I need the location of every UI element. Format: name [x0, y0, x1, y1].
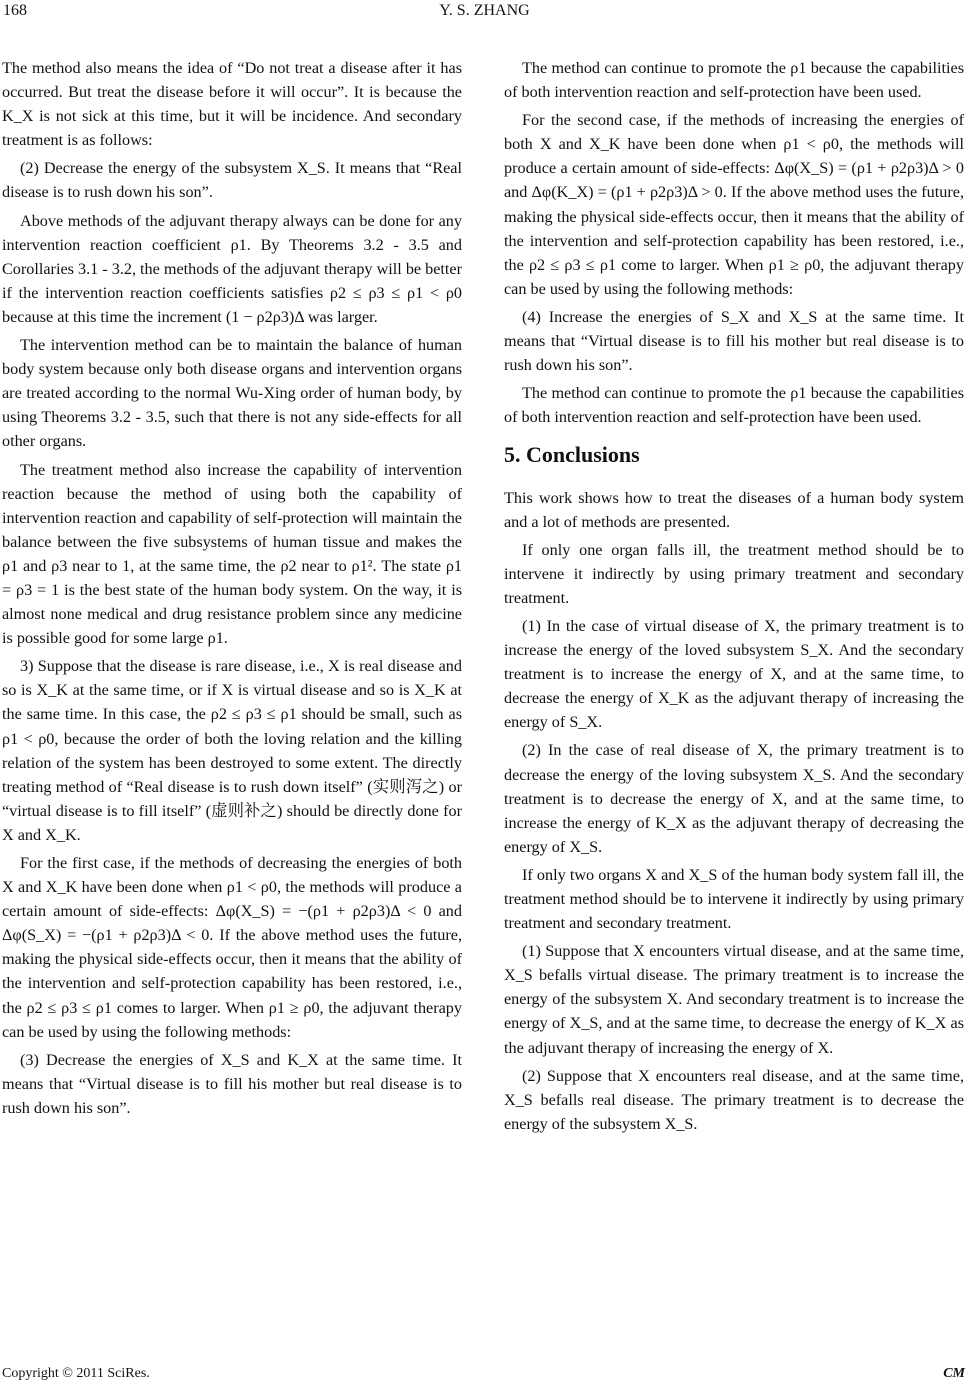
paragraph: The treatment method also increase the capability of intervention reaction because the method of using both the capability of intervention reaction and capability of self-protection will maintain the balance between the five subsystems of human tissue and makes the ρ1 and ρ3 near to 1, at the same time, the ρ2 near to ρ1². The state ρ1 = ρ3 = 1 is the best state of the human body system. On the way, it is almost none medical and drug resistance problem since any medicine is possible good for some large ρ1. [2, 460, 462, 648]
paragraph: The method can continue to promote the ρ1 because the capabilities of both intervention reaction and self-protection have been used. [504, 384, 964, 427]
paragraph: The method can continue to promote the ρ1 because the capabilities of both intervention reaction and self-protection have been used. [504, 59, 964, 102]
paragraph: If only one organ falls ill, the treatment method should be to intervene it indirectly by using primary treatment and secondary treatment. [504, 540, 964, 607]
section-title: 5. Conclusions [504, 442, 640, 468]
page-header [0, 2, 969, 24]
paragraph: 3) Suppose that the disease is rare disease, i.e., X is real disease and so is X_K at the same time, or if X is virtual disease and so is X_K at the same time. In this case, the ρ2 ≤ ρ3 ≤ ρ1 should be small, such as ρ1 < ρ0, because the order of both the loving relation and the killing relation of the system has been destroyed to some extent. The directly treating method of “Real disease is to rush down itself” (实则泻之) or “virtual disease is to fill itself” (虚则补之) should be directly done for X and X_K. [2, 657, 462, 844]
paragraph: (2) Suppose that X encounters real disease, and at the same time, X_S befalls real disease. The primary treatment is to decrease the energy of the subsystem X_S. [504, 1066, 964, 1133]
paragraph: (4) Increase the energies of S_X and X_S at the same time. It means that “Virtual disease is to fill his mother but real disease is to rush down his son”. [504, 307, 964, 375]
paragraph: (2) In the case of real disease of X, the primary treatment is to decrease the energy of the loving subsystem X_S. And the secondary treatment is to decrease the energy of X, and at the same time, to increase the energy of K_X as the adjuvant therapy of decreasing the energy of X_S. [504, 741, 964, 856]
right-column [504, 56, 964, 1140]
paragraph: For the first case, if the methods of decreasing the energies of both X and X_K have been done when ρ1 < ρ0, the methods will produce a certain amount of side-effects: Δφ(X_S) = −(ρ1 + ρ2ρ3)Δ < 0 and Δφ(S_X) = −(ρ1 + ρ2ρ3)Δ < 0. If the above method uses the future, making the physical side-effects occur, then it means that the ability of the intervention and self-protection capability has been restored, i.e., the ρ2 ≤ ρ3 ≤ ρ1 comes to larger. When ρ1 ≥ ρ0, the adjuvant therapy can be used by using the following methods: [2, 854, 462, 1041]
paragraph: Above methods of the adjuvant therapy always can be done for any intervention reaction coefficient ρ1. By Theorems 3.2 - 3.5 and Corollaries 3.1 - 3.2, the methods of the adjuvant therapy will be better if the intervention reaction coefficients satisfies ρ2 ≤ ρ3 ≤ ρ1 < ρ0 because at this time the increment (1 − ρ2ρ3)Δ was larger. [2, 211, 462, 326]
page-number: 168 [3, 2, 27, 19]
paragraph: If only two organs X and X_S of the human body system fall ill, the treatment method should be to intervene it indirectly by using primary treatment and secondary treatment. [504, 865, 964, 933]
paragraph: For the second case, if the methods of increasing the energies of both X and X_K have been done when ρ1 < ρ0, the methods will produce a certain amount of side-effects: Δφ(X_S) = (ρ1 + ρ2ρ3)Δ > 0 and Δφ(K_X) = (ρ1 + ρ2ρ3)Δ > 0. If the above method uses the future, making the physical side-effects occur, then it means that the ability of the intervention and self-protection capability has been restored, i.e., the ρ2 ≤ ρ3 ≤ ρ1 come to larger. When ρ1 ≥ ρ0, the adjuvant therapy can be used by using the following methods: [504, 111, 964, 298]
running-head: Y. S. ZHANG [439, 2, 530, 19]
copyright-notice: Copyright © 2011 SciRes. [2, 1366, 150, 1381]
paragraph: (1) In the case of virtual disease of X, the primary treatment is to increase the energy of the loved subsystem S_X. And the secondary treatment is to increase the energy of X, and at the same time, to decrease the energy of X_K as the adjuvant therapy of increasing the energy of S_X. [504, 616, 964, 732]
journal-abbreviation: CM [943, 1366, 965, 1381]
left-column [2, 56, 462, 1124]
paragraph: (2) Decrease the energy of the subsystem X_S. It means that “Real disease is to rush down his son”. [2, 159, 462, 202]
paragraph: The method also means the idea of “Do not treat a disease after it has occurred. But treat the disease before it will occur”. It is because the K_X is not sick at this time, but it will be incidence. And secondary treatment is as follows: [2, 59, 462, 150]
paragraph: (1) Suppose that X encounters virtual disease, and at the same time, X_S befalls virtual disease. The primary treatment is to increase the energy of the subsystem X. And secondary treatment is to increase the energy of X_S, and at the same time, to decrease the energy of K_X as the adjuvant therapy of increasing the energy of X. [504, 942, 964, 1057]
paragraph: (3) Decrease the energies of X_S and K_X at the same time. It means that “Virtual disease is to fill his mother but real disease is to rush down his son”. [2, 1050, 462, 1117]
page-footer [0, 1366, 969, 1384]
paragraph: This work shows how to treat the diseases of a human body system and a lot of methods are presented. [504, 488, 964, 531]
paragraph: The intervention method can be to maintain the balance of human body system because only both disease organs and intervention organs are treated according to the normal Wu-Xing order of human body, by using Theorems 3.2 - 3.5, such that there is not any side-effects for all other organs. [2, 336, 462, 451]
